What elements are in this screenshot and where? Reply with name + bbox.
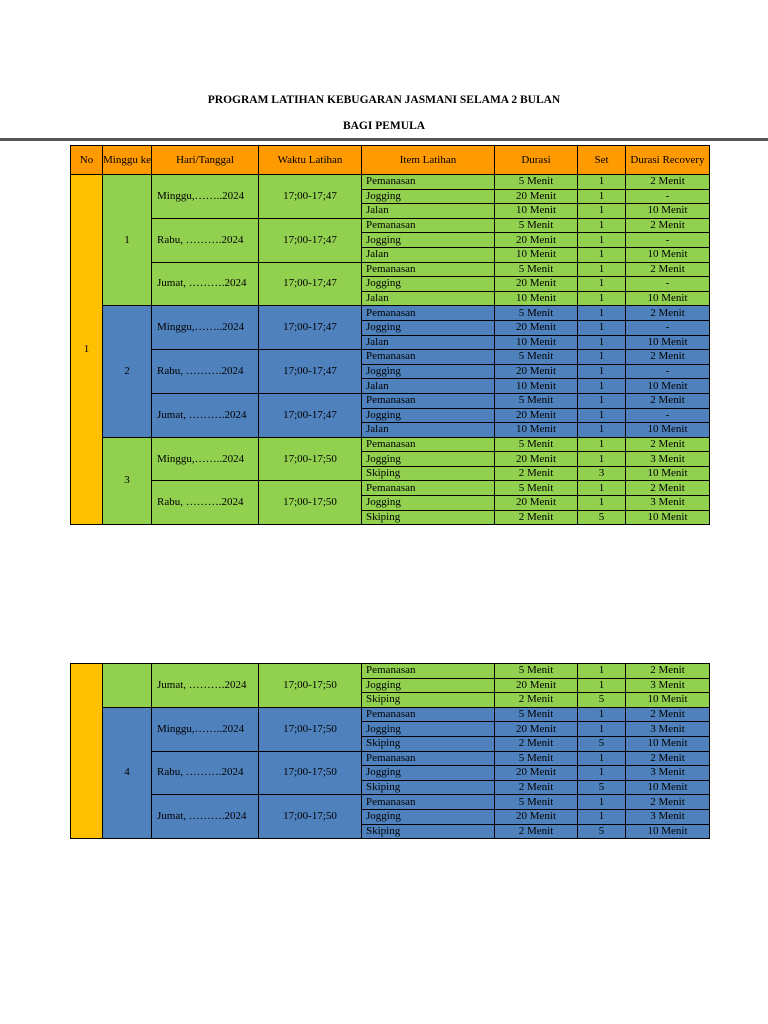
set-cell: 1	[578, 481, 626, 496]
duration-cell: 5 Menit	[495, 350, 578, 365]
recovery-cell: 2 Menit	[626, 218, 710, 233]
item-cell: Jalan	[362, 335, 495, 350]
header-recovery: Durasi Recovery	[626, 146, 710, 175]
duration-cell: 20 Menit	[495, 496, 578, 511]
duration-cell: 2 Menit	[495, 824, 578, 839]
set-cell: 1	[578, 707, 626, 722]
duration-cell: 2 Menit	[495, 693, 578, 708]
duration-cell: 20 Menit	[495, 766, 578, 781]
time-cell: 17;00-17;47	[259, 350, 362, 394]
header-durasi: Durasi	[495, 146, 578, 175]
set-cell: 1	[578, 233, 626, 248]
header-set: Set	[578, 146, 626, 175]
set-cell: 1	[578, 335, 626, 350]
item-cell: Skiping	[362, 824, 495, 839]
week-cell: 1	[103, 175, 152, 306]
item-cell: Jogging	[362, 496, 495, 511]
recovery-cell: 2 Menit	[626, 306, 710, 321]
recovery-cell: 2 Menit	[626, 437, 710, 452]
item-cell: Pemanasan	[362, 175, 495, 190]
set-cell: 1	[578, 766, 626, 781]
set-cell: 5	[578, 736, 626, 751]
recovery-cell: 10 Menit	[626, 379, 710, 394]
duration-cell: 10 Menit	[495, 247, 578, 262]
recovery-cell: -	[626, 233, 710, 248]
recovery-cell: 2 Menit	[626, 350, 710, 365]
recovery-cell: 10 Menit	[626, 291, 710, 306]
recovery-cell: 2 Menit	[626, 751, 710, 766]
item-cell: Jogging	[362, 678, 495, 693]
table-row	[71, 350, 710, 365]
day-cell: Rabu, ……….2024	[152, 218, 259, 262]
day-cell: Jumat, ……….2024	[152, 262, 259, 306]
set-cell: 1	[578, 247, 626, 262]
duration-cell: 20 Menit	[495, 678, 578, 693]
table-row	[71, 306, 710, 321]
table-body	[71, 175, 710, 525]
item-cell: Jogging	[362, 408, 495, 423]
day-cell: Rabu, ……….2024	[152, 751, 259, 795]
recovery-cell: -	[626, 408, 710, 423]
duration-cell: 5 Menit	[495, 481, 578, 496]
day-cell: Rabu, ……….2024	[152, 350, 259, 394]
document-subtitle: BAGI PEMULA	[342, 120, 426, 132]
week-cell: 3	[103, 437, 152, 525]
item-cell: Pemanasan	[362, 306, 495, 321]
day-cell: Minggu,……..2024	[152, 175, 259, 219]
item-cell: Skiping	[362, 466, 495, 481]
divider	[0, 138, 768, 141]
item-cell: Skiping	[362, 736, 495, 751]
recovery-cell: 3 Menit	[626, 452, 710, 467]
table-row	[71, 393, 710, 408]
duration-cell: 2 Menit	[495, 466, 578, 481]
item-cell: Skiping	[362, 693, 495, 708]
recovery-cell: 2 Menit	[626, 393, 710, 408]
document-title: PROGRAM LATIHAN KEBUGARAN JASMANI SELAMA 2 BULAN	[207, 94, 561, 106]
time-cell: 17;00-17;50	[259, 481, 362, 525]
item-cell: Jogging	[362, 277, 495, 292]
set-cell: 1	[578, 277, 626, 292]
recovery-cell: 3 Menit	[626, 496, 710, 511]
day-cell: Minggu,……..2024	[152, 707, 259, 751]
day-cell: Jumat, ……….2024	[152, 795, 259, 839]
item-cell: Jalan	[362, 204, 495, 219]
item-cell: Jogging	[362, 320, 495, 335]
recovery-cell: 2 Menit	[626, 707, 710, 722]
time-cell: 17;00-17;47	[259, 175, 362, 219]
duration-cell: 5 Menit	[495, 306, 578, 321]
recovery-cell: 3 Menit	[626, 678, 710, 693]
recovery-cell: 2 Menit	[626, 664, 710, 679]
duration-cell: 10 Menit	[495, 291, 578, 306]
table-row	[71, 481, 710, 496]
recovery-cell: 10 Menit	[626, 736, 710, 751]
set-cell: 1	[578, 408, 626, 423]
set-cell: 1	[578, 423, 626, 438]
table-header-row	[71, 146, 710, 175]
item-cell: Jalan	[362, 379, 495, 394]
header-waktu: Waktu Latihan	[259, 146, 362, 175]
time-cell: 17;00-17;50	[259, 795, 362, 839]
header-no: No	[71, 146, 103, 175]
header-hari: Hari/Tanggal	[152, 146, 259, 175]
recovery-cell: 10 Menit	[626, 247, 710, 262]
duration-cell: 5 Menit	[495, 437, 578, 452]
duration-cell: 5 Menit	[495, 751, 578, 766]
recovery-cell: 3 Menit	[626, 722, 710, 737]
schedule-table-1	[70, 145, 710, 525]
item-cell: Skiping	[362, 780, 495, 795]
recovery-cell: 3 Menit	[626, 766, 710, 781]
day-cell: Jumat, ……….2024	[152, 664, 259, 708]
duration-cell: 2 Menit	[495, 736, 578, 751]
duration-cell: 20 Menit	[495, 233, 578, 248]
set-cell: 1	[578, 452, 626, 467]
duration-cell: 2 Menit	[495, 510, 578, 525]
item-cell: Pemanasan	[362, 707, 495, 722]
time-cell: 17;00-17;47	[259, 306, 362, 350]
duration-cell: 10 Menit	[495, 379, 578, 394]
set-cell: 1	[578, 320, 626, 335]
set-cell: 1	[578, 218, 626, 233]
recovery-cell: 10 Menit	[626, 466, 710, 481]
item-cell: Jalan	[362, 291, 495, 306]
table-row	[71, 262, 710, 277]
item-cell: Pemanasan	[362, 437, 495, 452]
recovery-cell: -	[626, 189, 710, 204]
day-cell: Minggu,……..2024	[152, 306, 259, 350]
duration-cell: 5 Menit	[495, 707, 578, 722]
duration-cell: 20 Menit	[495, 408, 578, 423]
day-cell: Minggu,……..2024	[152, 437, 259, 481]
duration-cell: 20 Menit	[495, 364, 578, 379]
time-cell: 17;00-17;47	[259, 393, 362, 437]
time-cell: 17;00-17;50	[259, 751, 362, 795]
set-cell: 5	[578, 824, 626, 839]
item-cell: Pemanasan	[362, 393, 495, 408]
recovery-cell: 10 Menit	[626, 510, 710, 525]
recovery-cell: 10 Menit	[626, 423, 710, 438]
table-row	[71, 751, 710, 766]
set-cell: 1	[578, 393, 626, 408]
duration-cell: 5 Menit	[495, 218, 578, 233]
table-row	[71, 664, 710, 679]
table-body	[71, 664, 710, 839]
item-cell: Jogging	[362, 364, 495, 379]
week-cell: 2	[103, 306, 152, 437]
recovery-cell: 10 Menit	[626, 204, 710, 219]
recovery-cell: 3 Menit	[626, 809, 710, 824]
set-cell: 3	[578, 466, 626, 481]
set-cell: 1	[578, 722, 626, 737]
header-item: Item Latihan	[362, 146, 495, 175]
item-cell: Jalan	[362, 423, 495, 438]
set-cell: 1	[578, 262, 626, 277]
no-cell: 1	[71, 175, 103, 525]
set-cell: 5	[578, 693, 626, 708]
set-cell: 1	[578, 678, 626, 693]
recovery-cell: 2 Menit	[626, 175, 710, 190]
item-cell: Pemanasan	[362, 218, 495, 233]
set-cell: 5	[578, 510, 626, 525]
time-cell: 17;00-17;50	[259, 437, 362, 481]
item-cell: Jalan	[362, 247, 495, 262]
set-cell: 1	[578, 364, 626, 379]
duration-cell: 5 Menit	[495, 393, 578, 408]
set-cell: 1	[578, 664, 626, 679]
table-row	[71, 218, 710, 233]
set-cell: 1	[578, 496, 626, 511]
duration-cell: 5 Menit	[495, 175, 578, 190]
set-cell: 1	[578, 350, 626, 365]
time-cell: 17;00-17;47	[259, 218, 362, 262]
duration-cell: 20 Menit	[495, 452, 578, 467]
duration-cell: 20 Menit	[495, 189, 578, 204]
item-cell: Skiping	[362, 510, 495, 525]
week-cell: 4	[103, 707, 152, 838]
table-row	[71, 437, 710, 452]
item-cell: Pemanasan	[362, 795, 495, 810]
recovery-cell: 10 Menit	[626, 335, 710, 350]
item-cell: Jogging	[362, 233, 495, 248]
time-cell: 17;00-17;47	[259, 262, 362, 306]
duration-cell: 20 Menit	[495, 722, 578, 737]
recovery-cell: 2 Menit	[626, 262, 710, 277]
duration-cell: 20 Menit	[495, 809, 578, 824]
set-cell: 1	[578, 189, 626, 204]
item-cell: Jogging	[362, 722, 495, 737]
day-cell: Jumat, ……….2024	[152, 393, 259, 437]
header-minggu: Minggu ke	[103, 146, 152, 175]
set-cell: 1	[578, 204, 626, 219]
recovery-cell: -	[626, 277, 710, 292]
time-cell: 17;00-17;50	[259, 707, 362, 751]
set-cell: 5	[578, 780, 626, 795]
recovery-cell: -	[626, 320, 710, 335]
item-cell: Pemanasan	[362, 751, 495, 766]
set-cell: 1	[578, 379, 626, 394]
recovery-cell: 10 Menit	[626, 693, 710, 708]
item-cell: Jogging	[362, 766, 495, 781]
item-cell: Pemanasan	[362, 350, 495, 365]
duration-cell: 5 Menit	[495, 664, 578, 679]
recovery-cell: 10 Menit	[626, 780, 710, 795]
duration-cell: 10 Menit	[495, 204, 578, 219]
set-cell: 1	[578, 306, 626, 321]
set-cell: 1	[578, 291, 626, 306]
set-cell: 1	[578, 175, 626, 190]
table-row	[71, 175, 710, 190]
item-cell: Pemanasan	[362, 664, 495, 679]
schedule-table-2	[70, 663, 710, 839]
item-cell: Pemanasan	[362, 481, 495, 496]
item-cell: Pemanasan	[362, 262, 495, 277]
day-cell: Rabu, ……….2024	[152, 481, 259, 525]
no-cell	[71, 664, 103, 839]
item-cell: Jogging	[362, 189, 495, 204]
duration-cell: 5 Menit	[495, 262, 578, 277]
set-cell: 1	[578, 437, 626, 452]
item-cell: Jogging	[362, 809, 495, 824]
set-cell: 1	[578, 809, 626, 824]
duration-cell: 2 Menit	[495, 780, 578, 795]
item-cell: Jogging	[362, 452, 495, 467]
recovery-cell: 10 Menit	[626, 824, 710, 839]
time-cell: 17;00-17;50	[259, 664, 362, 708]
duration-cell: 10 Menit	[495, 423, 578, 438]
recovery-cell: 2 Menit	[626, 481, 710, 496]
duration-cell: 20 Menit	[495, 320, 578, 335]
table-row	[71, 707, 710, 722]
duration-cell: 10 Menit	[495, 335, 578, 350]
set-cell: 1	[578, 795, 626, 810]
duration-cell: 5 Menit	[495, 795, 578, 810]
table-row	[71, 795, 710, 810]
recovery-cell: -	[626, 364, 710, 379]
duration-cell: 20 Menit	[495, 277, 578, 292]
set-cell: 1	[578, 751, 626, 766]
week-cell	[103, 664, 152, 708]
recovery-cell: 2 Menit	[626, 795, 710, 810]
